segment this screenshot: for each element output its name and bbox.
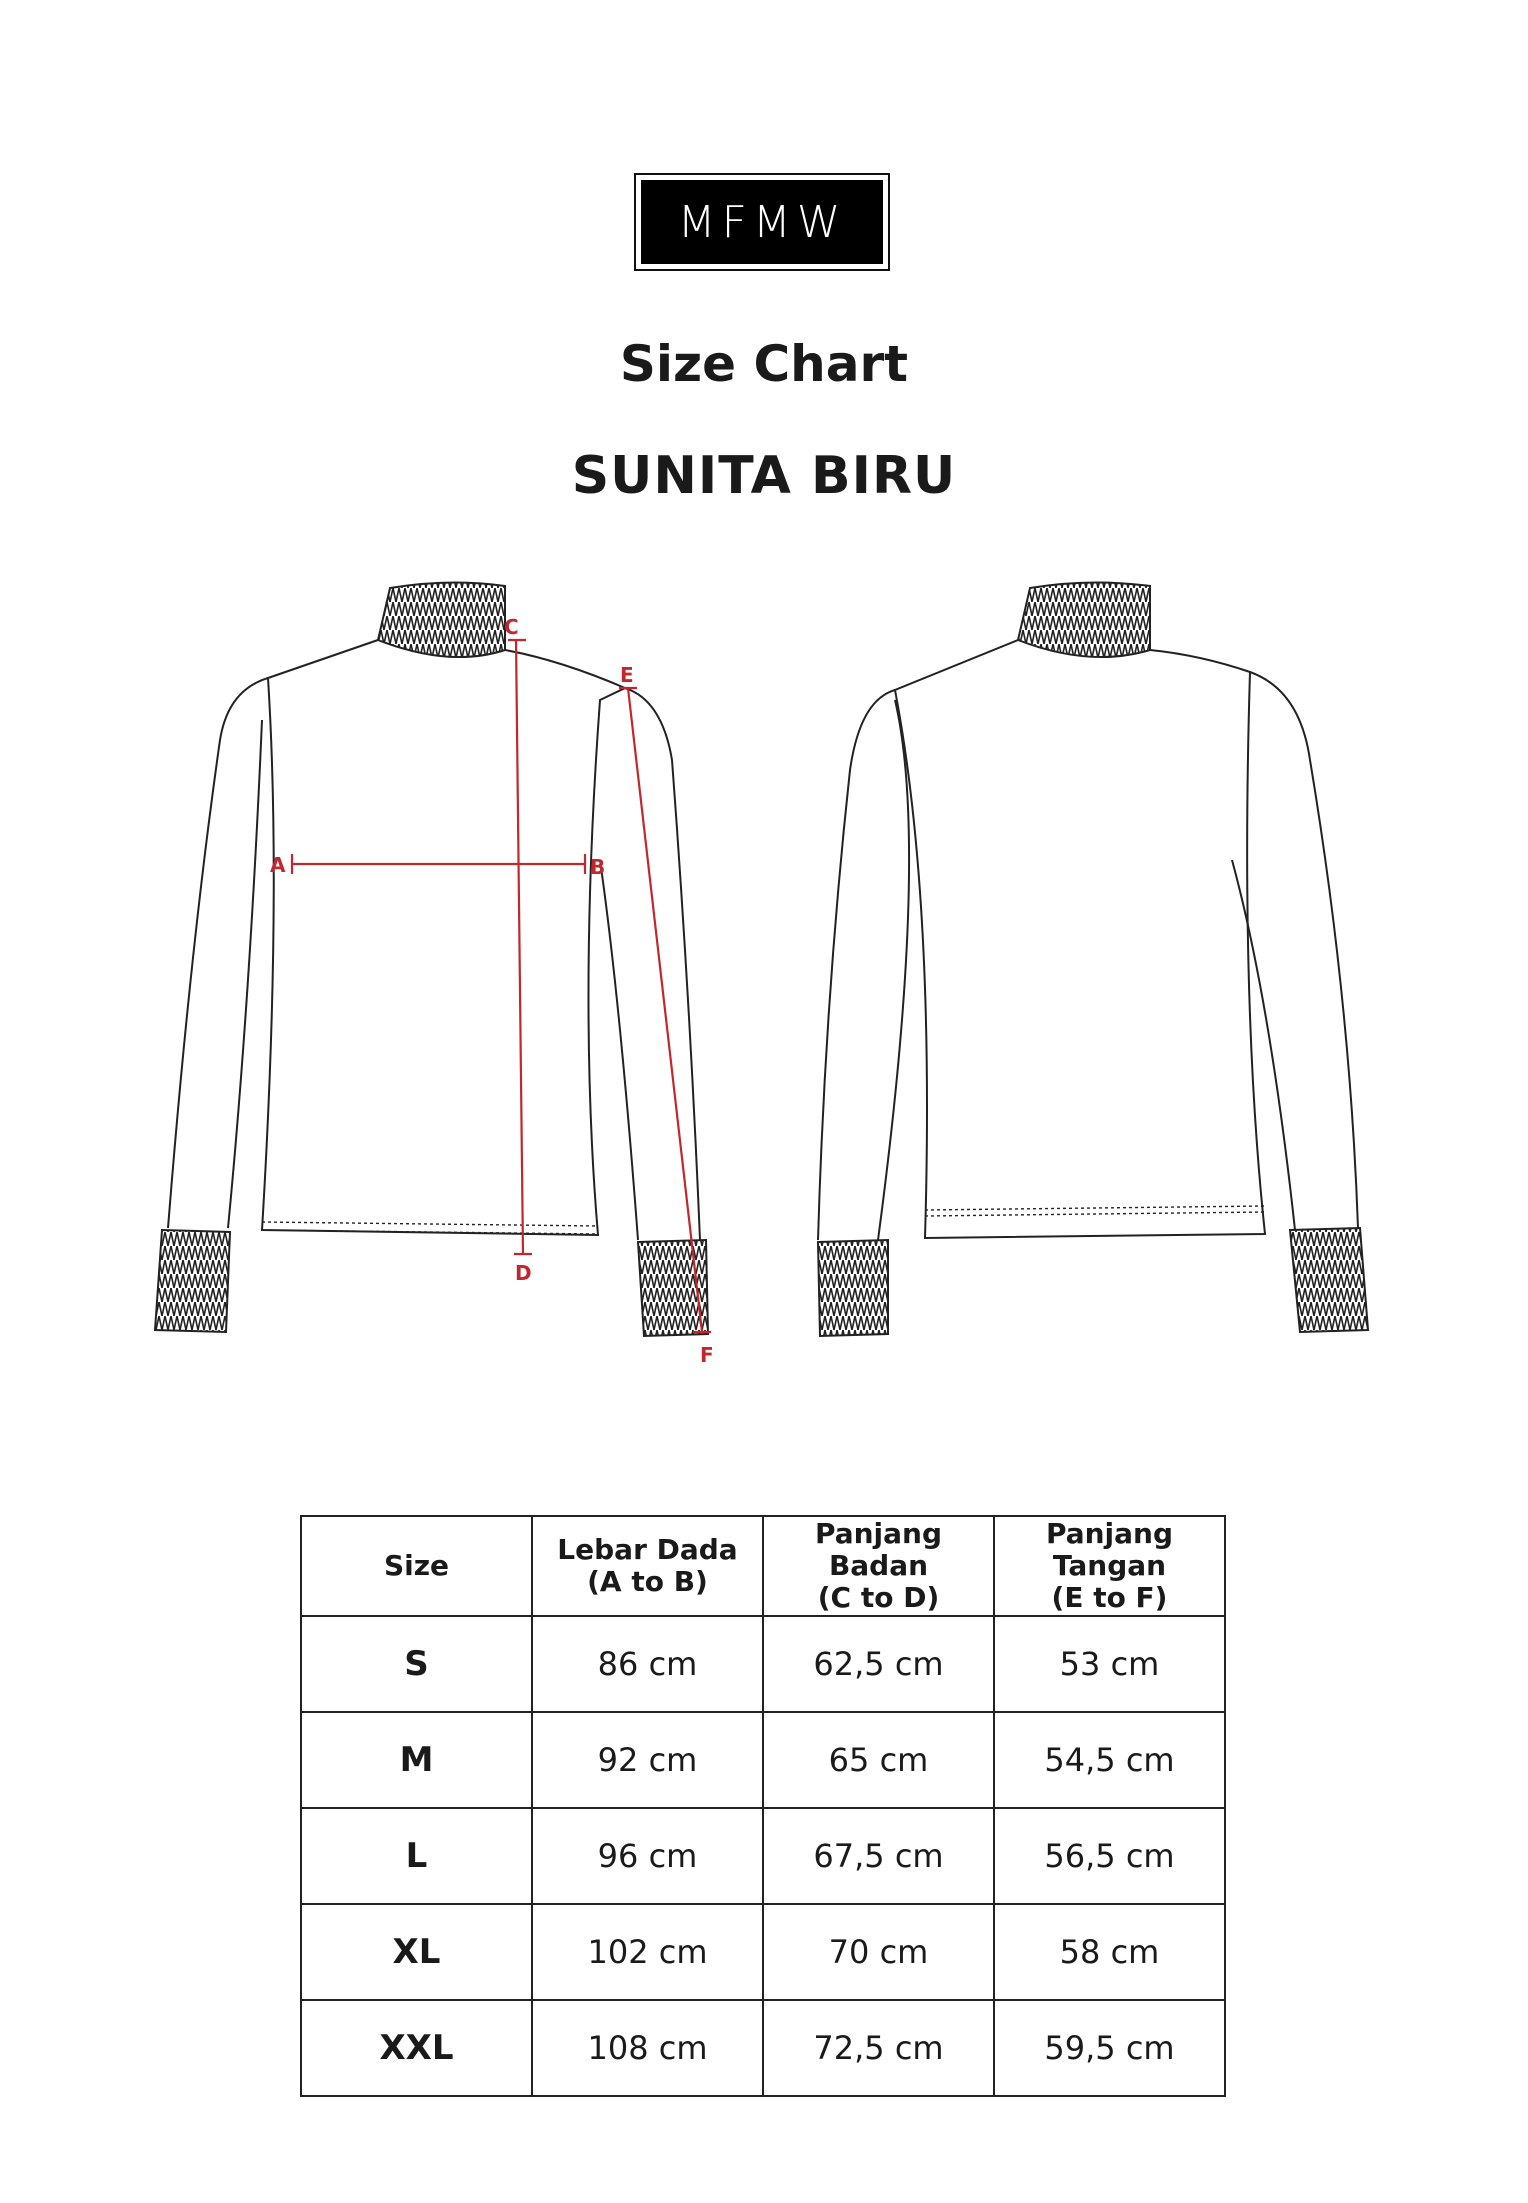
header-line2: (E to F) xyxy=(1051,1581,1168,1614)
table-header-cell xyxy=(763,1516,994,1616)
size-cell: L xyxy=(301,1808,532,1904)
header-line2: (A to B) xyxy=(587,1565,708,1598)
table-cell: 62,5 cm xyxy=(763,1616,994,1712)
table-cell: 70 cm xyxy=(763,1904,994,2000)
measurement-lines xyxy=(292,640,711,1332)
table-row xyxy=(301,2000,1225,2096)
table-cell: 108 cm xyxy=(532,2000,763,2096)
front-garment xyxy=(155,582,708,1336)
table-cell: 102 cm xyxy=(532,1904,763,2000)
table-cell: 53 cm xyxy=(994,1616,1225,1712)
table-cell: 72,5 cm xyxy=(763,2000,994,2096)
marker-d: D xyxy=(515,1261,532,1285)
table-cell: 86 cm xyxy=(532,1616,763,1712)
size-cell: XL xyxy=(301,1904,532,2000)
brand-logo xyxy=(634,173,890,271)
table-cell: 67,5 cm xyxy=(763,1808,994,1904)
header-line2: (C to D) xyxy=(817,1581,940,1614)
marker-f: F xyxy=(700,1343,714,1367)
table-cell: 65 cm xyxy=(763,1712,994,1808)
product-name: SUNITA BIRU xyxy=(571,446,957,506)
back-garment xyxy=(818,582,1368,1336)
table-cell: 92 cm xyxy=(532,1712,763,1808)
header-line1: Size xyxy=(383,1549,450,1582)
size-cell: M xyxy=(301,1712,532,1808)
page-title: Size Chart xyxy=(619,335,909,393)
table-row xyxy=(301,1808,1225,1904)
table-cell: 58 cm xyxy=(994,1904,1225,2000)
table-row xyxy=(301,1616,1225,1712)
table-header-cell xyxy=(532,1516,763,1616)
table-header-row xyxy=(301,1516,1225,1616)
table-cell: 59,5 cm xyxy=(994,2000,1225,2096)
marker-b: B xyxy=(590,855,606,879)
header-line1: Panjang Tangan xyxy=(1045,1517,1174,1582)
garment-diagram xyxy=(0,560,1528,1380)
table-header-cell xyxy=(301,1516,532,1616)
marker-a: A xyxy=(270,853,286,877)
marker-e: E xyxy=(620,663,634,687)
header-line1: Panjang Badan xyxy=(814,1517,943,1582)
size-cell: S xyxy=(301,1616,532,1712)
table-row xyxy=(301,1712,1225,1808)
size-table xyxy=(300,1515,1226,2097)
marker-c: C xyxy=(504,615,519,639)
brand-logo-text: MFMW xyxy=(641,180,883,264)
table-row xyxy=(301,1904,1225,2000)
size-cell: XXL xyxy=(301,2000,532,2096)
table-header-cell xyxy=(994,1516,1225,1616)
table-cell: 54,5 cm xyxy=(994,1712,1225,1808)
table-cell: 56,5 cm xyxy=(994,1808,1225,1904)
table-cell: 96 cm xyxy=(532,1808,763,1904)
header-line1: Lebar Dada xyxy=(557,1533,738,1566)
